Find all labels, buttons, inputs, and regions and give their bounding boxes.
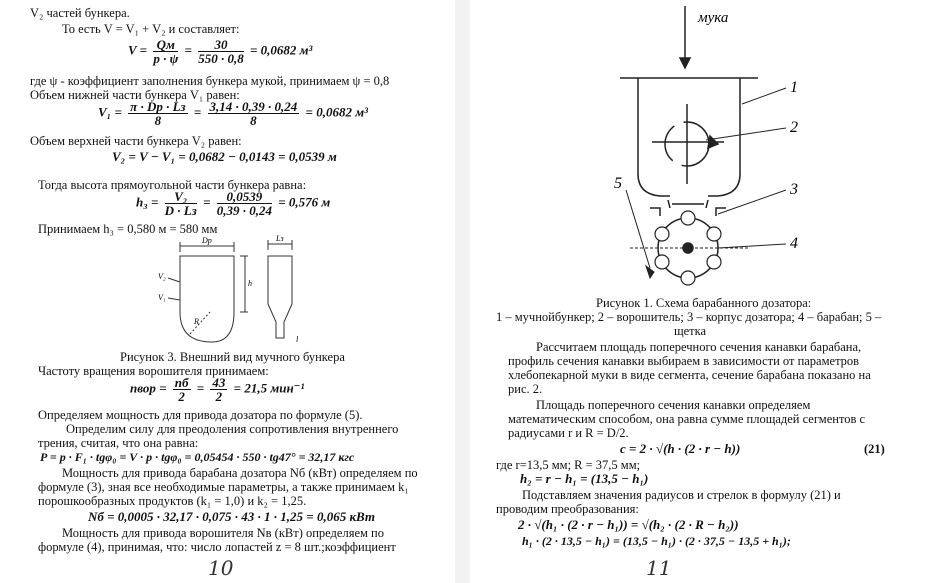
text-line: Рассчитаем площадь поперечного сечения канавки барабана, (536, 340, 862, 354)
dispenser-figure (590, 4, 890, 294)
page-number: 10 (208, 556, 234, 580)
figure-caption: Рисунок 3. Внешний вид мучного бункера (120, 350, 345, 364)
page-gutter (455, 0, 470, 583)
equation-h3: h₃ = $\frac{\text{V₂}}{D \cdot Lз}$ = $\frac{0,0539}{0,39 \cdot 0,24}$ = 0,576 м (136, 189, 331, 218)
label-r: R (194, 317, 199, 326)
equation-nb: Nб = 0,0005 · 32,17 · 0,075 · 43 · 1 · 1,25 = 0,065 кВт (88, 509, 375, 524)
figure-caption: 1 – мучнойбункер; 2 – ворошитель; 3 – корпус дозатора; 4 – барабан; 5 – (496, 310, 882, 324)
text-line: То есть V = V₁ + V₂ и составляет: (62, 22, 240, 36)
equation-v2: V₂ = V − V₁ = 0,0682 − 0,0143 = 0,0539 м (112, 149, 337, 164)
text-line: Частоту вращения ворошителя принимаем: (38, 364, 269, 378)
page-number: 11 (646, 556, 672, 580)
bunker-figure (150, 234, 330, 349)
equation-s2: h₁ · (2 · 13,5 − h₁) = (13,5 − h₁) · (2 · 37,5 − 13,5 + h₁); (522, 534, 791, 548)
figure-caption: Рисунок 1. Схема барабанного дозатора: (596, 296, 812, 310)
label-5: 5 (614, 175, 622, 192)
label-3: 3 (790, 181, 798, 198)
label-v2: V₂ (158, 272, 166, 281)
label-2: 2 (790, 119, 798, 136)
label-dp: Dр (202, 236, 212, 245)
text-line: формуле (3), зная все необходимые параметры, а также принимаем k₁ (38, 480, 409, 494)
equation-v1: V₁ = $\frac{\pi \cdot Dр \cdot Lз}{8}$ = $\frac{3,14 \cdot 0,39 \cdot 0,24}{8}$ = 0,0682 м³ (98, 99, 369, 128)
text-line: где r=13,5 мм; R = 37,5 мм; (496, 458, 641, 472)
text-line: профиль сечения канавки выбираем в зависимости от параметров (508, 354, 860, 368)
text-line: Мощность для привода ворошителя Nв (кВт) определяем по (62, 526, 384, 540)
text-line: трения, считая, что она равна: (38, 436, 199, 450)
text-line: Объем нижней части бункера V₁ равен: (30, 88, 240, 102)
label-muka: мука (698, 10, 729, 26)
text-line: Объем верхней части бункера V₂ равен: (30, 134, 242, 148)
label-v1: V₁ (158, 293, 166, 302)
text-line: проводим преобразования: (496, 502, 639, 516)
equation-h2: h₂ = r − h₁ = (13,5 − h₁) (520, 471, 649, 486)
text-line: Мощность для привода барабана дозатора Nб (кВт) определяем по (62, 466, 418, 480)
right-page (470, 0, 927, 583)
label-h: h (248, 279, 252, 288)
text-line: порошкообразных продуктов (k₁ = 1,0) и k₂ = 1,25. (38, 494, 307, 508)
equation-s1: 2 · √(h₁ · (2 · r − h₁)) = √(h₂ · (2 · R − h₂)) (518, 517, 739, 532)
text-line: где ψ - коэффициент заполнения бункера мукой, принимаем ψ = 0,8 (30, 74, 390, 88)
text-line: Принимаем h₃ = 0,580 м = 580 мм (38, 222, 218, 236)
text-line: Тогда высота прямоугольной части бункера равна: (38, 178, 307, 192)
text-line: Определим силу для преодоления сопротивления внутреннего (66, 422, 399, 436)
label-lz: Lз (276, 234, 284, 243)
label-l: l (296, 335, 299, 344)
text-line: V₂ частей бункера. (30, 6, 130, 20)
text-line: радиусами r и R = D/2. (508, 426, 629, 440)
equation-number: (21) (864, 442, 885, 456)
text-line: хлебопекарной муки в виде сегмента, сечение барабана показано на (508, 368, 871, 382)
text-line: Определяем мощность для привода дозатора по формуле (5). (38, 408, 363, 422)
figure-caption: щетка (674, 324, 707, 338)
label-4: 4 (790, 235, 798, 252)
text-line: рис. 2. (508, 382, 543, 396)
left-page (0, 0, 455, 583)
label-1: 1 (790, 79, 798, 96)
equation-v: V = $\frac{Qм}{p \cdot \psi}$ = $\frac{30}{550 \cdot 0,8}$ = 0,0682 м³ (128, 37, 313, 66)
text-line: математическим способом, она равна сумме площадей сегментов с (508, 412, 866, 426)
text-line: формуле (4), принимая, что: число лопастей z = 8 шт.;коэффициент (38, 540, 396, 554)
text-line: Площадь поперечного сечения канавки определяем (536, 398, 811, 412)
equation-p: P = p · F₁ · tgφ₀ = V · p · tgφ₀ = 0,05454 · 550 · tg47° = 32,17 кгс (40, 450, 355, 464)
equation-c: c = 2 · √(h · (2 · r − h)) (620, 441, 741, 456)
equation-n: nвор = $\frac{nб}{2}$ = $\frac{43}{2}$ = 21,5 мин⁻¹ (130, 375, 305, 404)
text-line: Подставляем значения радиусов и стрелок в формулу (21) и (522, 488, 841, 502)
